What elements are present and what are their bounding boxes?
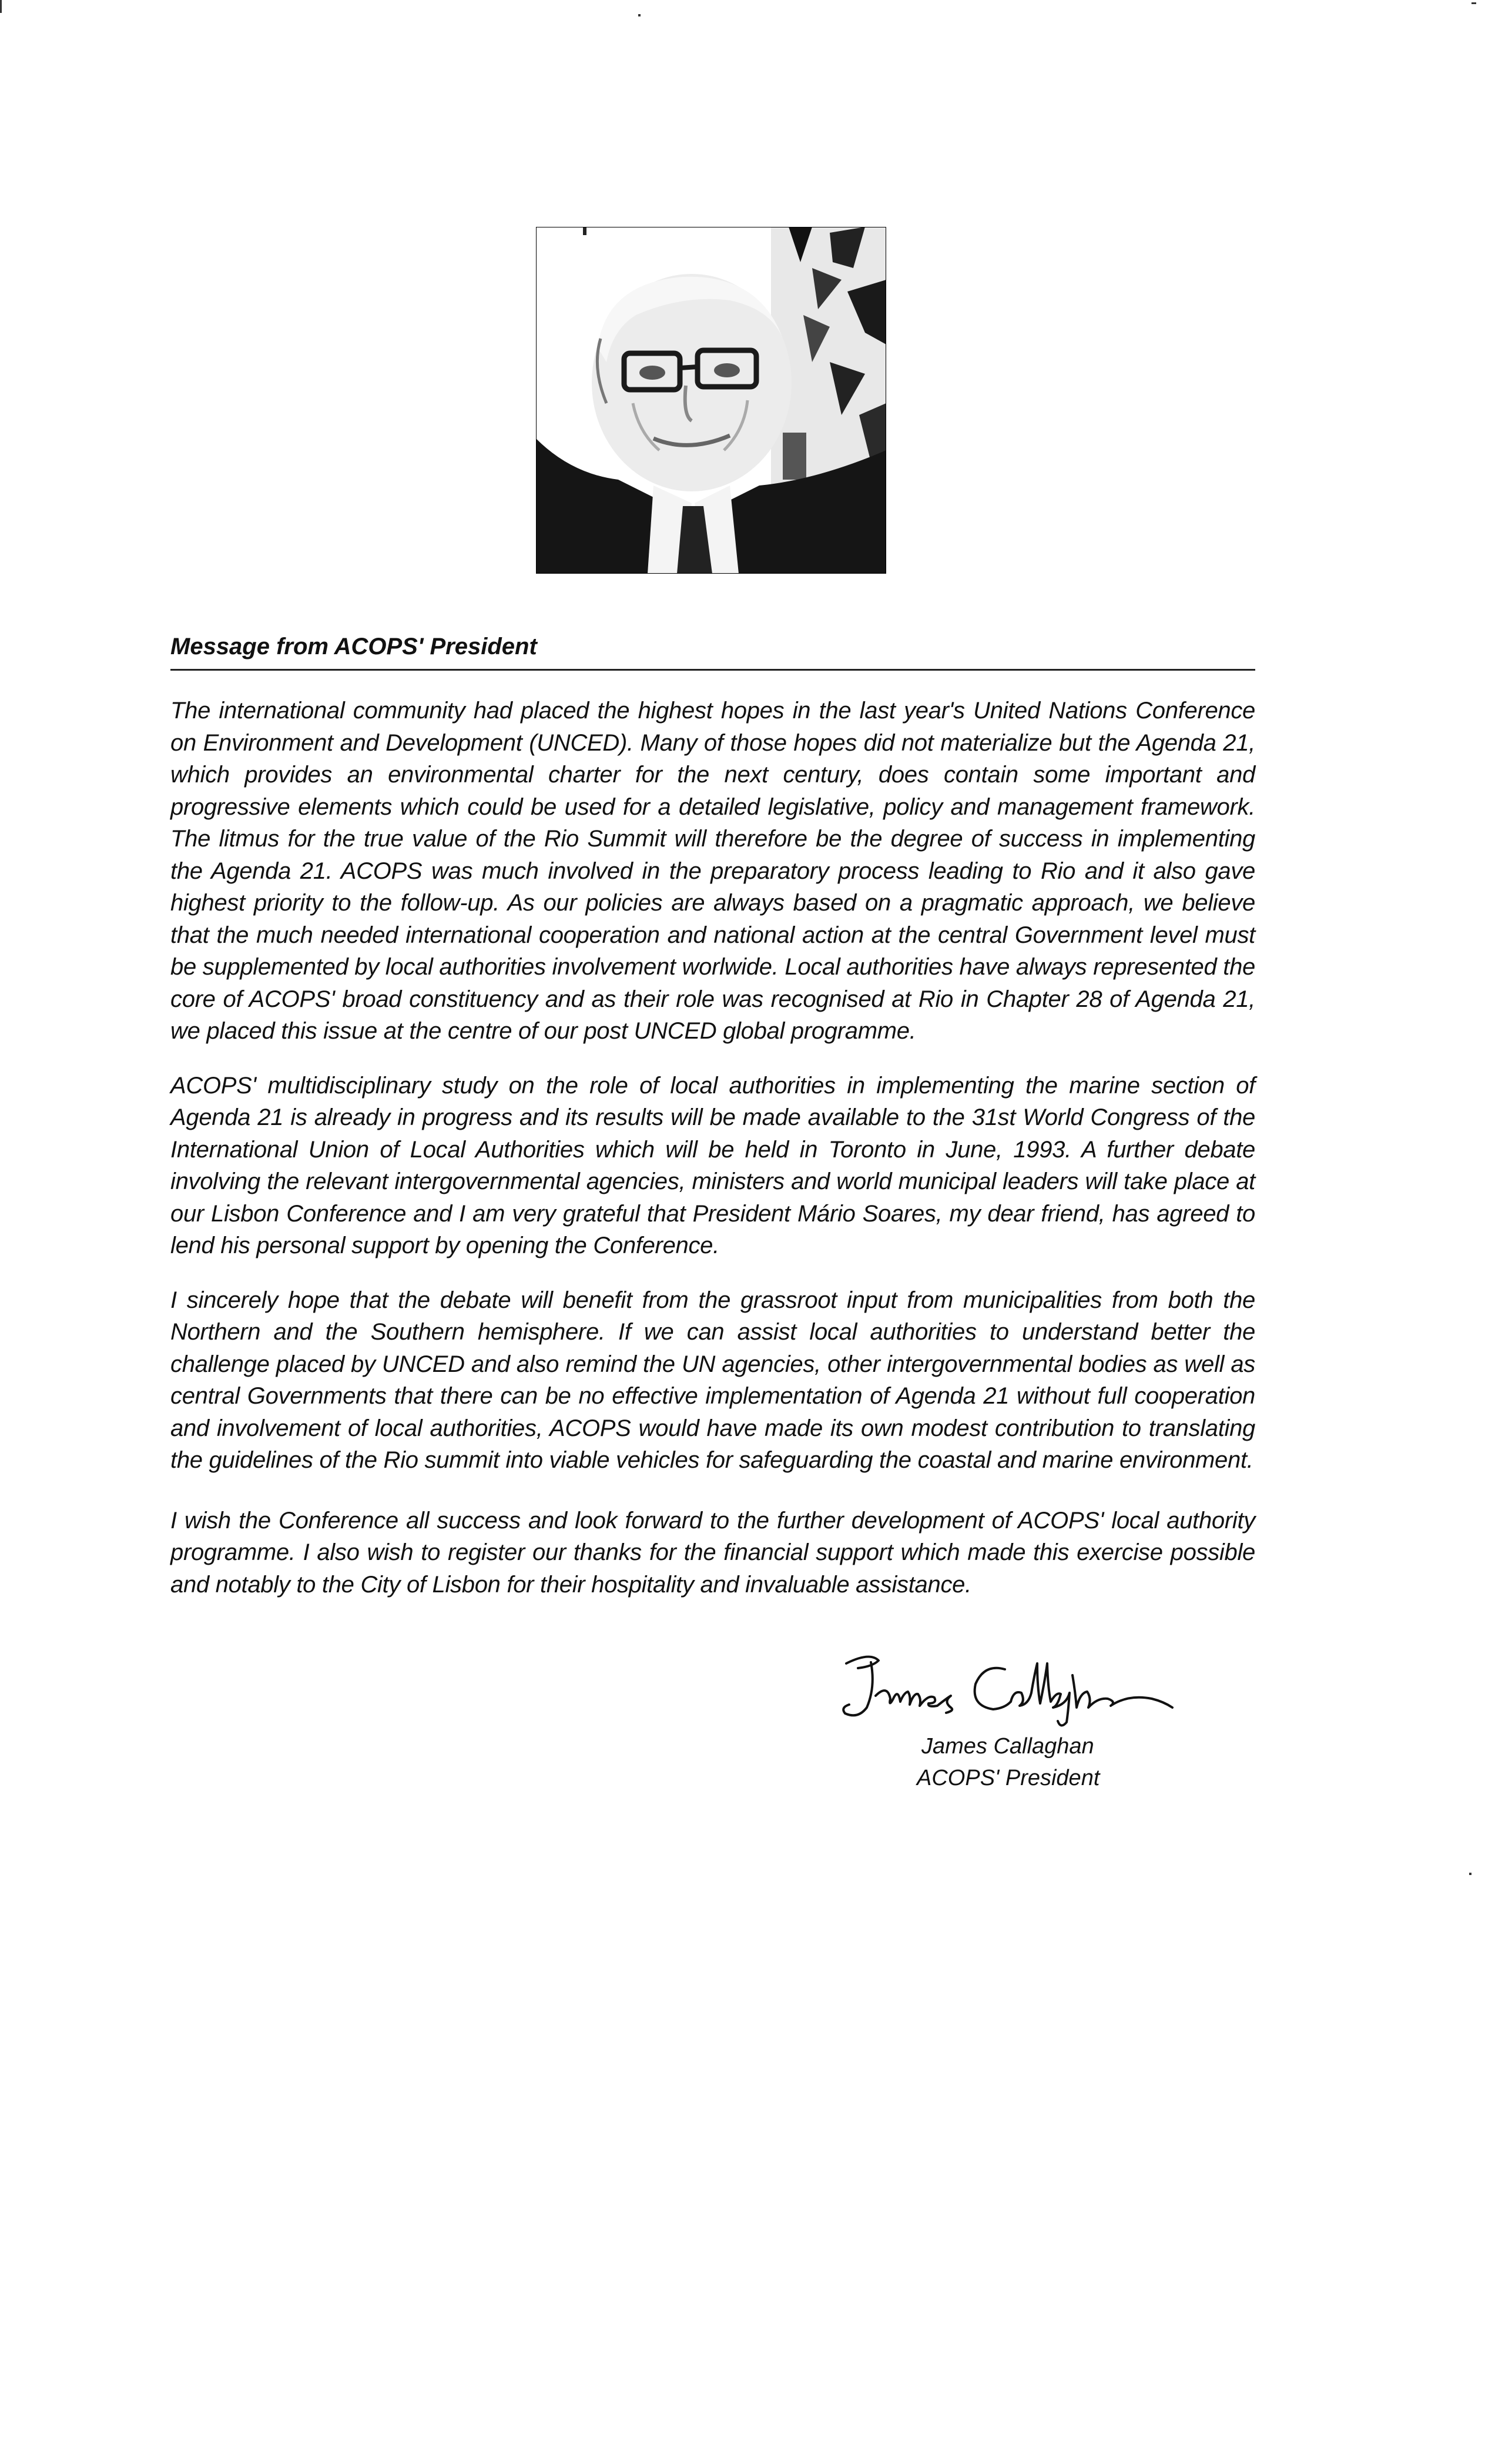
- portrait-photo: [536, 227, 886, 574]
- paragraph: ACOPS' multidisciplinary study on the role of local authorities in implementing the marine section of Agenda 21 is already in progress and its results will be made available to the 31st World Congress of the International Union of Local Authorities which will be held in Toronto in June, 1993. A further debate involving the relevant intergovernmental agencies, ministers and world municipal leaders will take place at our Lisbon Conference and I am very grateful that President Mário Soares, my dear friend, has agreed to lend his personal support by opening the Conference.: [170, 1072, 1255, 1258]
- paragraph: The international community had placed the highest hopes in the last year's United Nations Conference on Environment and Development (UNCED). Many of those hopes did not materialize but the Agenda 21, which provides an environmental charter for the next century, does contain some important and progressive elements which could be used for a detailed legislative, policy and management framework. The litmus for the true value of the Rio Summit will therefore be the degree of success in implementing the Agenda 21. ACOPS was much involved in the preparatory process leading to Rio and it also gave highest priority to the follow-up. As our policies are always based on a pragmatic approach, we believe that the much needed international cooperation and national action at the central Government level must be supplemented by local authorities involvement worlwide. Local authorities have always represented the core of ACOPS' broad constituency and as their role was recognised at Rio in Chapter 28 of Agenda 21, we placed this issue at the centre of our post UNCED global programme.: [170, 698, 1255, 1044]
- scan-speck: [1469, 1873, 1471, 1875]
- message-body: [170, 695, 1255, 1623]
- paragraph: I wish the Conference all success and look forward to the further development of ACOPS' local authority programme. I also wish to register our thanks for the financial support which made this exercise possible and notably to the City of Lisbon for their hospitality and invaluable assistance.: [170, 1507, 1255, 1598]
- scan-speck: [638, 14, 641, 16]
- heading-divider: [170, 669, 1255, 671]
- signatory-title: ACOPS' President: [917, 1766, 1100, 1790]
- paragraph: I sincerely hope that the debate will benefit from the grassroot input from municipalities from both the Northern and the Southern hemisphere. If we can assist local authorities to understand better the challenge placed by UNCED and also remind the UN agencies, other intergovernmental bodies as well as central Governments that there can be no effective implementation of Agenda 21 without full cooperation and involvement of local authorities, ACOPS would have made its own modest contribution to translating the guidelines of the Rio summit into viable vehicles for safeguarding the coastal and marine environment.: [170, 1287, 1255, 1473]
- scan-speck: [0, 0, 2, 13]
- scan-speck: [1471, 2, 1476, 4]
- portrait-image: [536, 227, 886, 574]
- signature-image: [834, 1652, 1181, 1731]
- signatory-name: James Callaghan: [921, 1734, 1094, 1759]
- handwritten-signature: [834, 1652, 1181, 1731]
- signature-block: [917, 1730, 1164, 1794]
- page-heading: Message from ACOPS' President: [170, 634, 537, 659]
